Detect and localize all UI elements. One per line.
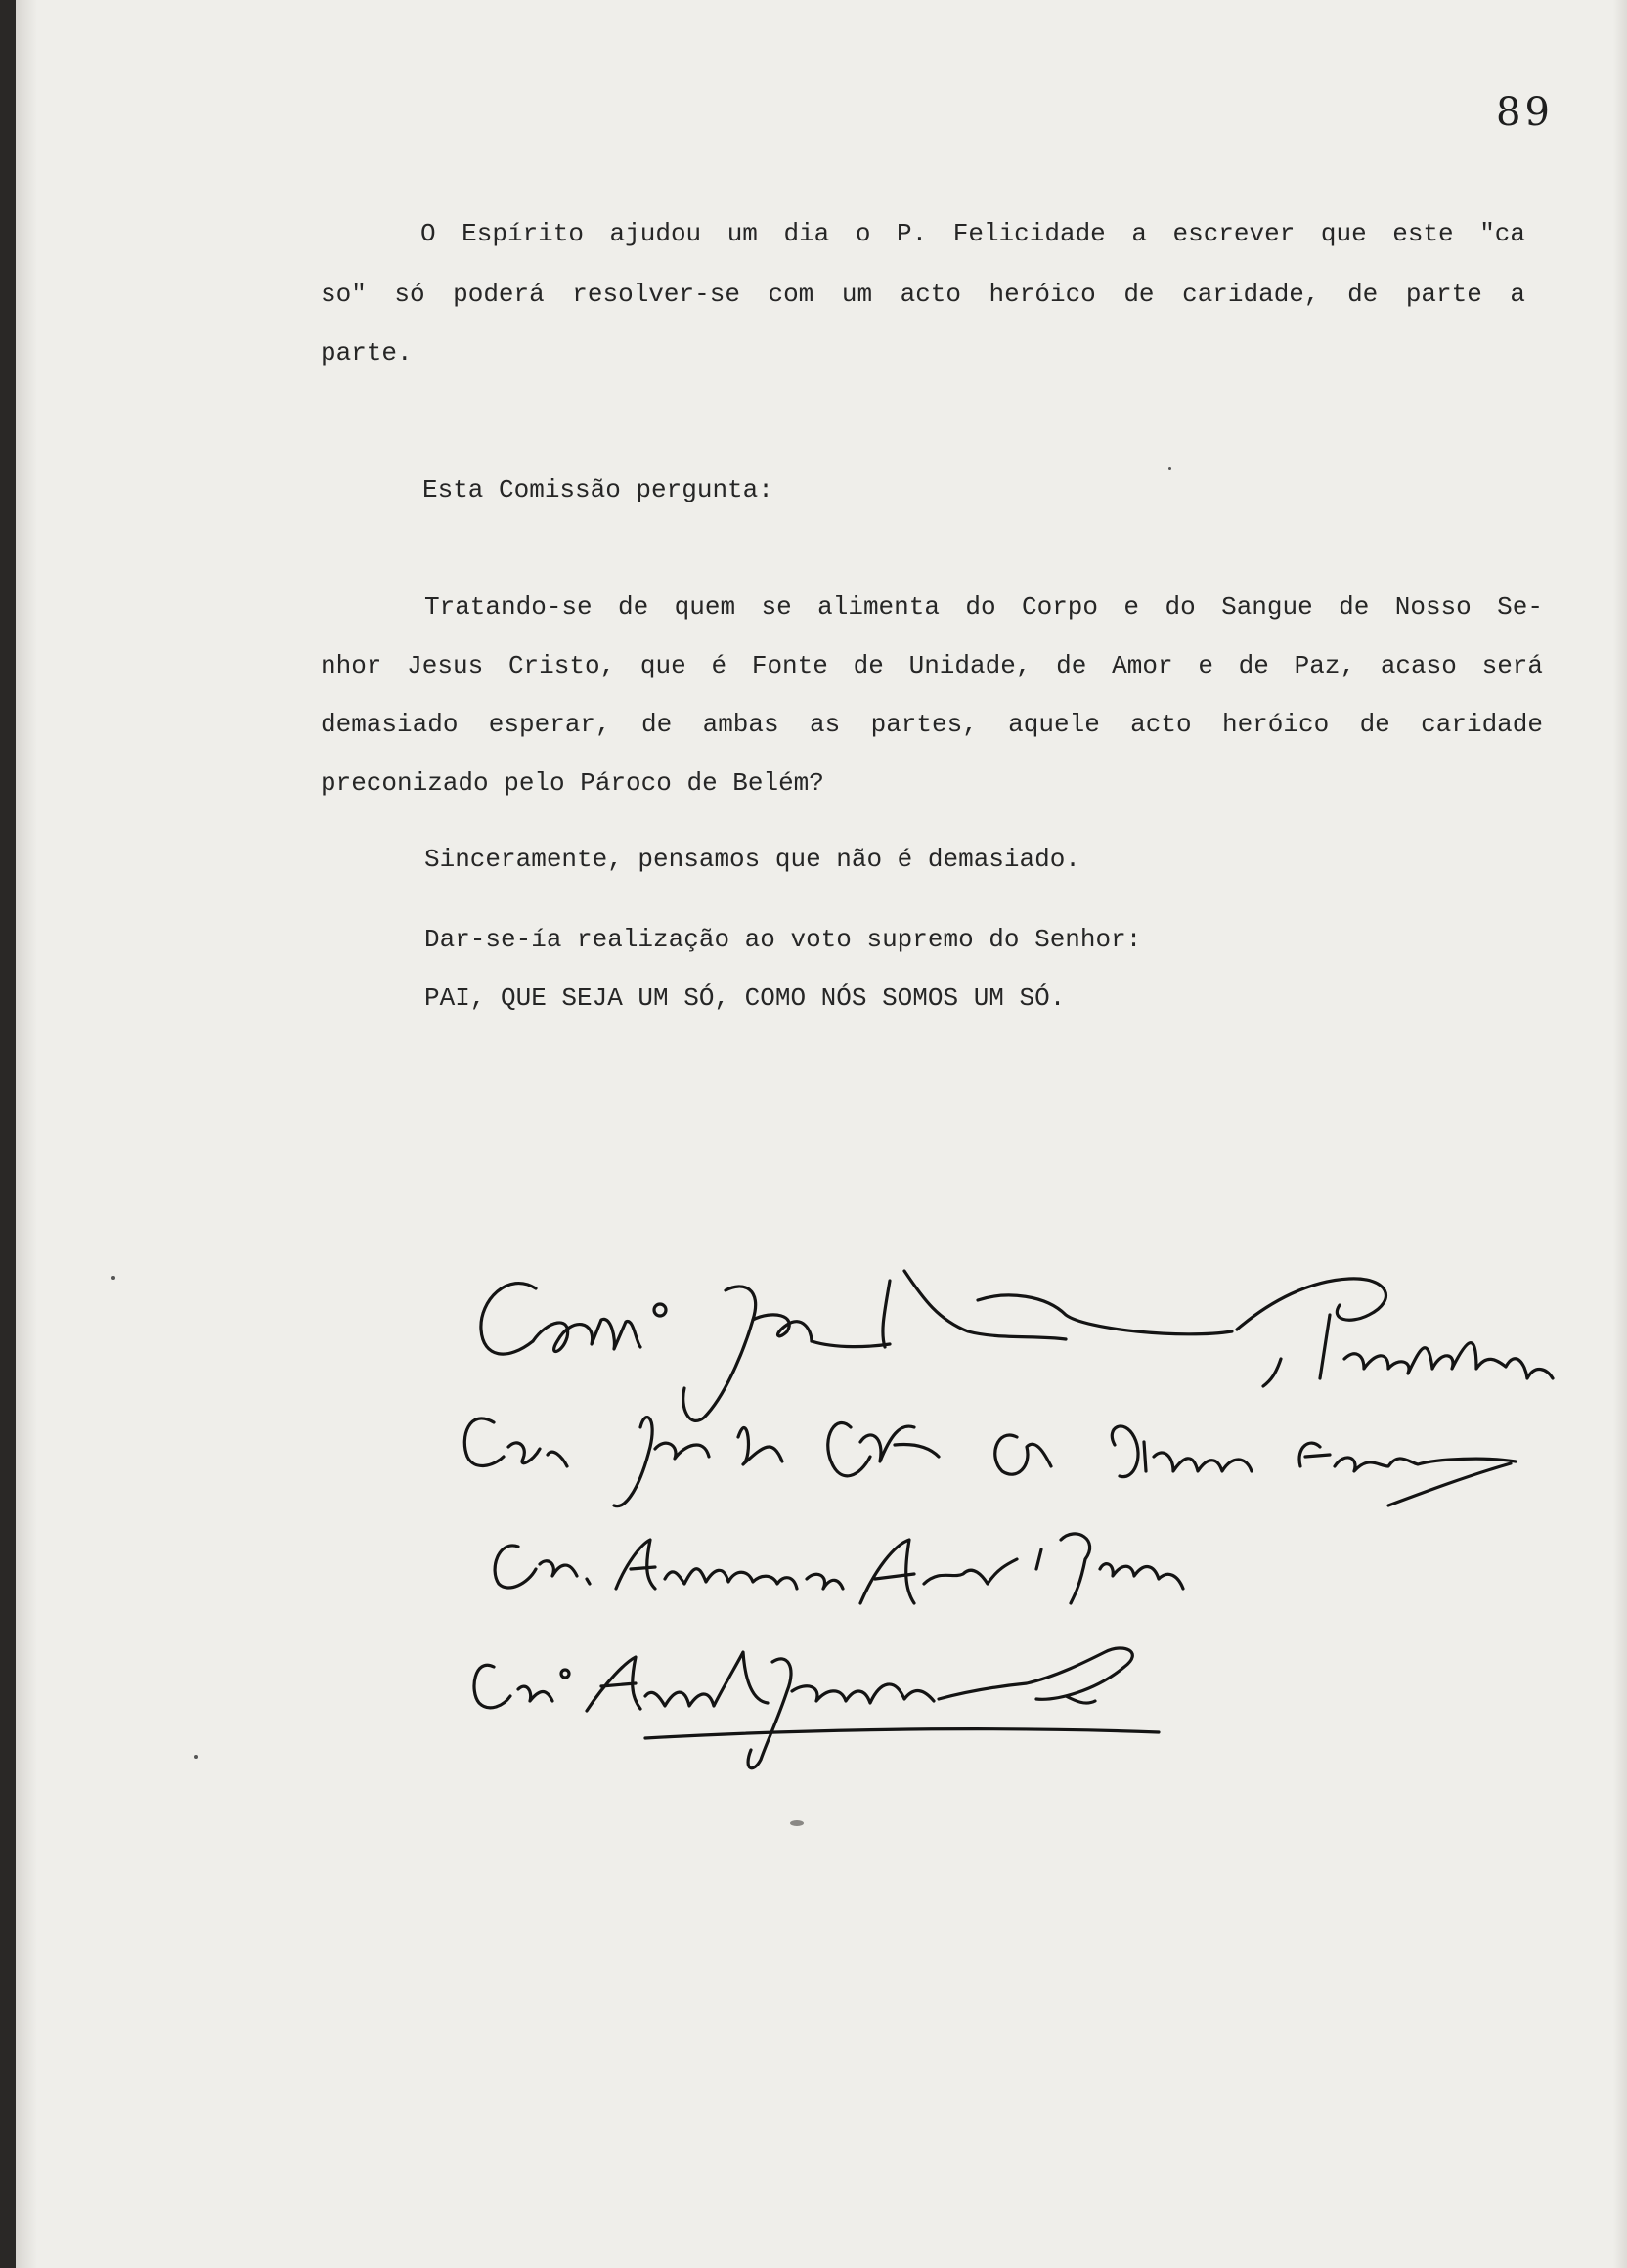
signature-3: [495, 1534, 1183, 1603]
paragraph-1-line-2: so" só poderá resolver-se com um acto heróico de caridade, de parte a: [321, 280, 1525, 309]
paragraph-5-line-2: PAI, QUE SEJA UM SÓ, COMO NÓS SOMOS UM SÓ.: [424, 983, 1066, 1013]
signature-2: [464, 1418, 1516, 1506]
paragraph-4: Sinceramente, pensamos que não é demasiado.: [424, 845, 1080, 874]
scan-speck: [194, 1755, 198, 1759]
signature-1: [481, 1271, 1553, 1420]
paragraph-3-line-2: nhor Jesus Cristo, que é Fonte de Unidade, de Amor e de Paz, acaso será: [321, 651, 1543, 680]
signature-4: [474, 1648, 1159, 1768]
paragraph-5-line-1: Dar-se-ía realização ao voto supremo do Senhor:: [424, 925, 1142, 954]
scan-speck: [111, 1276, 115, 1280]
paragraph-3-line-1: Tratando-se de quem se alimenta do Corpo e do Sangue de Nosso Se-: [424, 592, 1543, 622]
page-number: 89: [1496, 90, 1554, 135]
paragraph-1-line-1: O Espírito ajudou um dia o P. Felicidade a escrever que este "ca: [420, 219, 1525, 248]
paragraph-3-line-4: preconizado pelo Pároco de Belém?: [321, 768, 824, 798]
paragraph-2: Esta Comissão pergunta:: [422, 475, 773, 504]
scan-speck: [790, 1820, 804, 1826]
scan-speck: [1168, 467, 1171, 470]
paragraph-3-line-3: demasiado esperar, de ambas as partes, aquele acto heróico de caridade: [321, 710, 1543, 739]
paragraph-1-line-3: parte.: [321, 338, 413, 368]
